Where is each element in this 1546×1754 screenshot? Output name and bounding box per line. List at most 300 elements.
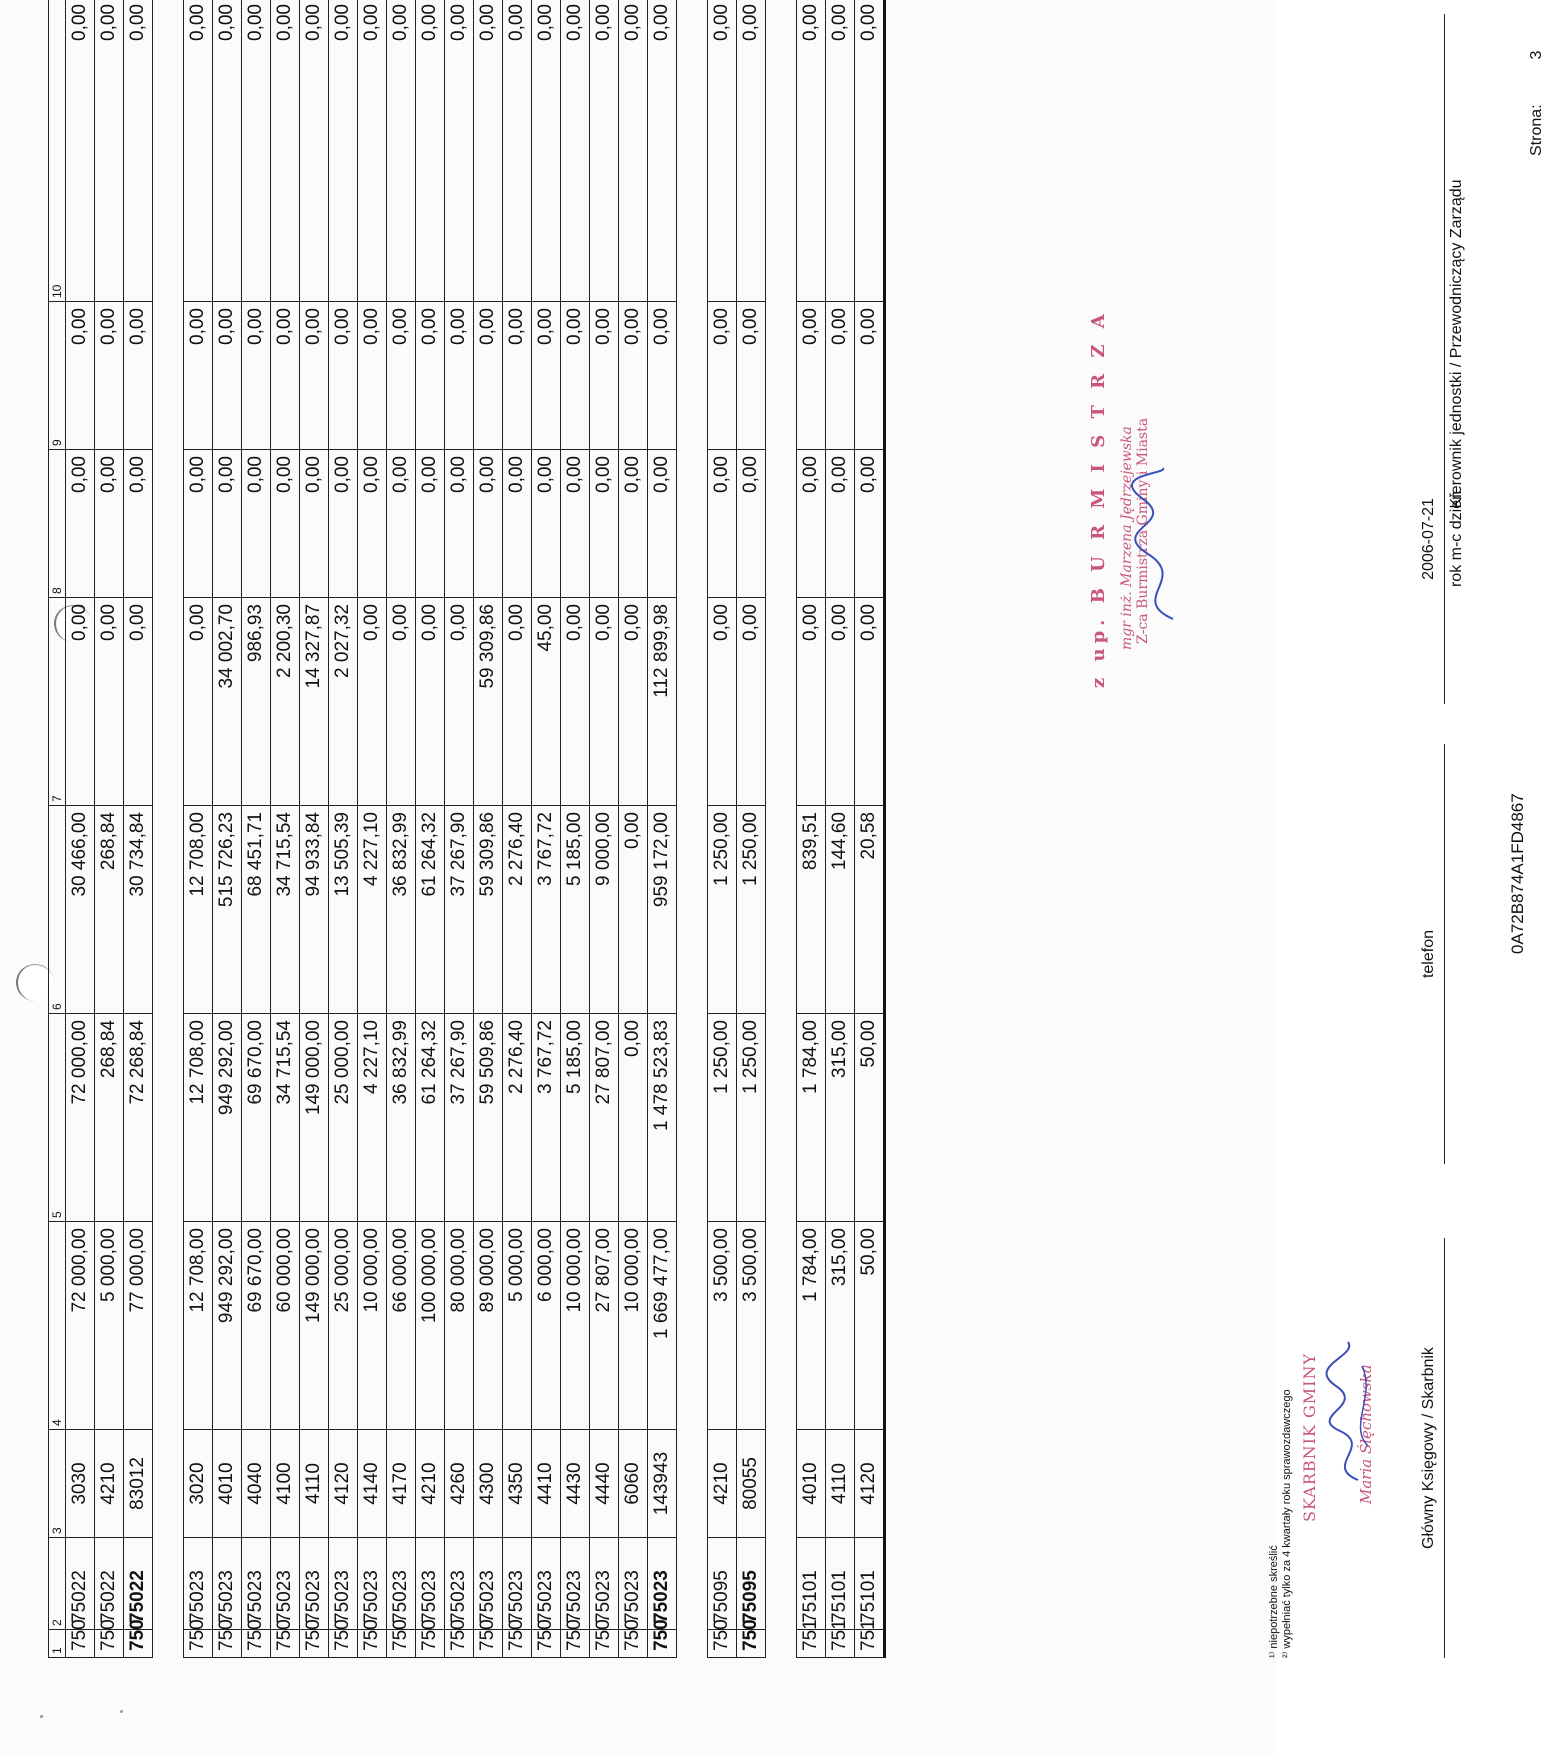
- cell-c9: 0,00: [213, 302, 242, 450]
- cell-c6: 0,00: [619, 806, 648, 1014]
- cell-c6: 59 309,86: [474, 806, 503, 1014]
- cell-c1: 750: [184, 1630, 213, 1658]
- column-number: 10: [49, 0, 66, 302]
- table-row: [213, 0, 242, 1658]
- cell-c2: 75023: [242, 1538, 271, 1630]
- cell-c9: 0,00: [503, 302, 532, 450]
- section-gap: [153, 0, 184, 1658]
- cell-c1: 750: [561, 1630, 590, 1658]
- cell-c5: 36 832,99: [387, 1014, 416, 1222]
- cell-c1: 750: [445, 1630, 474, 1658]
- cell-c10: 0,00: [619, 0, 648, 302]
- cell-c3: 4430: [561, 1430, 590, 1538]
- cell-c8: 0,00: [648, 450, 677, 598]
- cell-c5: 27 807,00: [590, 1014, 619, 1222]
- cell-c2: 75023: [619, 1538, 648, 1630]
- cell-c9: 0,00: [300, 302, 329, 450]
- cell-c5: 1 250,00: [708, 1014, 737, 1222]
- cell-c9: 0,00: [271, 302, 300, 450]
- cell-c8: 0,00: [213, 450, 242, 598]
- cell-c2: 75101: [855, 1538, 885, 1630]
- cell-c8: 0,00: [503, 450, 532, 598]
- cell-c8: 0,00: [826, 450, 855, 598]
- table-row: [561, 0, 590, 1658]
- cell-c7: 0,00: [124, 598, 153, 806]
- cell-c2: 75023: [387, 1538, 416, 1630]
- subtotal-row: [737, 0, 766, 1658]
- table-row: [300, 0, 329, 1658]
- deputy-mayor-stamp-role: Z-ca Burmistrza Gminy i Miasta: [1135, 417, 1151, 644]
- cell-c1: 750: [124, 1630, 153, 1658]
- cell-c7: 2 027,32: [329, 598, 358, 806]
- cell-c7: 0,00: [855, 598, 885, 806]
- cell-c3: 4260: [445, 1430, 474, 1538]
- document-code: 0A72B874A1FD4867: [1508, 793, 1527, 954]
- head-label: Kierownik jednostki / Przewodniczący Zarządu: [1448, 179, 1465, 509]
- cell-c10: 0,00: [590, 0, 619, 302]
- cell-c5: 1 250,00: [737, 1014, 766, 1222]
- column-number: 1: [49, 1630, 66, 1658]
- cell-c10: 0,00: [213, 0, 242, 302]
- cell-c9: 0,00: [648, 302, 677, 450]
- table-row: [445, 0, 474, 1658]
- treasurer-stamp-name: Maria Ślęchowska: [1357, 1364, 1375, 1504]
- table-row: [242, 0, 271, 1658]
- cell-c6: 36 832,99: [387, 806, 416, 1014]
- cell-c2: 75023: [648, 1538, 677, 1630]
- cell-c7: 0,00: [708, 598, 737, 806]
- column-number: 8: [49, 450, 66, 598]
- cell-c5: 34 715,54: [271, 1014, 300, 1222]
- cell-c5: 268,84: [95, 1014, 124, 1222]
- cell-c2: 75023: [532, 1538, 561, 1630]
- cell-c1: 750: [387, 1630, 416, 1658]
- cell-c5: 1 478 523,83: [648, 1014, 677, 1222]
- cell-c2: 75022: [66, 1538, 95, 1630]
- cell-c6: 13 505,39: [329, 806, 358, 1014]
- cell-c7: 0,00: [561, 598, 590, 806]
- page-label: Strona:: [1528, 104, 1545, 156]
- cell-c5: 3 767,72: [532, 1014, 561, 1222]
- cell-c8: 0,00: [271, 450, 300, 598]
- cell-c3: 4440: [590, 1430, 619, 1538]
- cell-c6: 30 734,84: [124, 806, 153, 1014]
- cell-c10: 0,00: [561, 0, 590, 302]
- cell-c4: 3 500,00: [708, 1222, 737, 1430]
- cell-c6: 2 276,40: [503, 806, 532, 1014]
- cell-c3: 80055: [737, 1430, 766, 1538]
- cell-c6: 5 185,00: [561, 806, 590, 1014]
- cell-c1: 750: [95, 1630, 124, 1658]
- cell-c4: 12 708,00: [184, 1222, 213, 1430]
- cell-c10: 0,00: [855, 0, 885, 302]
- footnote-1: ¹⁾ niepotrzebne skreślić: [1268, 1545, 1280, 1658]
- cell-c1: 750: [416, 1630, 445, 1658]
- cell-c10: 0,00: [416, 0, 445, 302]
- cell-c10: 0,00: [329, 0, 358, 302]
- table-row: [95, 0, 124, 1658]
- cell-c9: 0,00: [416, 302, 445, 450]
- cell-c7: 0,00: [590, 598, 619, 806]
- cell-c5: 69 670,00: [242, 1014, 271, 1222]
- table-row: [708, 0, 737, 1658]
- gap-cell: [677, 0, 708, 1658]
- gap-cell: [766, 0, 797, 1658]
- cell-c8: 0,00: [242, 450, 271, 598]
- cell-c4: 77 000,00: [124, 1222, 153, 1430]
- page-number: [1528, 51, 1546, 156]
- cell-c2: 75101: [826, 1538, 855, 1630]
- cell-c8: 0,00: [708, 450, 737, 598]
- cell-c10: 0,00: [300, 0, 329, 302]
- cell-c5: 0,00: [619, 1014, 648, 1222]
- cell-c9: 0,00: [124, 302, 153, 450]
- column-number: 4: [49, 1222, 66, 1430]
- cell-c10: 0,00: [387, 0, 416, 302]
- cell-c3: 4110: [300, 1430, 329, 1538]
- cell-c5: 949 292,00: [213, 1014, 242, 1222]
- cell-c6: 9 000,00: [590, 806, 619, 1014]
- cell-c9: 0,00: [826, 302, 855, 450]
- table-row: [358, 0, 387, 1658]
- cell-c9: 0,00: [619, 302, 648, 450]
- cell-c9: 0,00: [358, 302, 387, 450]
- cell-c1: 750: [358, 1630, 387, 1658]
- cell-c5: 12 708,00: [184, 1014, 213, 1222]
- cell-c7: 0,00: [66, 598, 95, 806]
- cell-c6: 12 708,00: [184, 806, 213, 1014]
- cell-c3: 4120: [855, 1430, 885, 1538]
- cell-c2: 75023: [213, 1538, 242, 1630]
- cell-c2: 75022: [95, 1538, 124, 1630]
- cell-c3: 6060: [619, 1430, 648, 1538]
- cell-c10: 0,00: [708, 0, 737, 302]
- cell-c5: 61 264,32: [416, 1014, 445, 1222]
- cell-c6: 61 264,32: [416, 806, 445, 1014]
- cell-c3: 4210: [416, 1430, 445, 1538]
- cell-c2: 75023: [271, 1538, 300, 1630]
- cell-c10: 0,00: [271, 0, 300, 302]
- cell-c5: 315,00: [826, 1014, 855, 1222]
- cell-c8: 0,00: [445, 450, 474, 598]
- subtotal-row: [648, 0, 677, 1658]
- cell-c9: 0,00: [737, 302, 766, 450]
- page-value: 3: [1528, 50, 1545, 60]
- cell-c8: 0,00: [532, 450, 561, 598]
- cell-c4: 89 000,00: [474, 1222, 503, 1430]
- cell-c1: 750: [474, 1630, 503, 1658]
- cell-c5: 5 185,00: [561, 1014, 590, 1222]
- cell-c7: 2 200,30: [271, 598, 300, 806]
- cell-c9: 0,00: [561, 302, 590, 450]
- cell-c7: 45,00: [532, 598, 561, 806]
- cell-c6: 4 227,10: [358, 806, 387, 1014]
- cell-c10: 0,00: [358, 0, 387, 302]
- cell-c7: 0,00: [737, 598, 766, 806]
- cell-c6: 30 466,00: [66, 806, 95, 1014]
- cell-c4: 6 000,00: [532, 1222, 561, 1430]
- cell-c6: 1 250,00: [737, 806, 766, 1014]
- cell-c8: 0,00: [329, 450, 358, 598]
- cell-c4: 149 000,00: [300, 1222, 329, 1430]
- cell-c8: 0,00: [561, 450, 590, 598]
- cell-c6: 268,84: [95, 806, 124, 1014]
- cell-c10: 0,00: [95, 0, 124, 302]
- column-number-row: [49, 0, 66, 1658]
- cell-c4: 66 000,00: [387, 1222, 416, 1430]
- chief-accountant-label: Główny Księgowy / Skarbnik: [1420, 1347, 1437, 1549]
- cell-c5: 72 268,84: [124, 1014, 153, 1222]
- cell-c10: 0,00: [826, 0, 855, 302]
- cell-c2: 75095: [737, 1538, 766, 1630]
- cell-c1: 750: [737, 1630, 766, 1658]
- cell-c5: 149 000,00: [300, 1014, 329, 1222]
- cell-c9: 0,00: [708, 302, 737, 450]
- cell-c4: 10 000,00: [619, 1222, 648, 1430]
- cell-c5: 25 000,00: [329, 1014, 358, 1222]
- cell-c1: 750: [66, 1630, 95, 1658]
- cell-c2: 75023: [300, 1538, 329, 1630]
- cell-c5: 50,00: [855, 1014, 885, 1222]
- cell-c7: 986,93: [242, 598, 271, 806]
- cell-c2: 75023: [474, 1538, 503, 1630]
- cell-c8: 0,00: [95, 450, 124, 598]
- cell-c9: 0,00: [387, 302, 416, 450]
- column-number: 7: [49, 598, 66, 806]
- cell-c4: 60 000,00: [271, 1222, 300, 1430]
- table-row: [503, 0, 532, 1658]
- cell-c6: 144,60: [826, 806, 855, 1014]
- cell-c1: 750: [590, 1630, 619, 1658]
- cell-c8: 0,00: [590, 450, 619, 598]
- table-row: [474, 0, 503, 1658]
- cell-c1: 750: [708, 1630, 737, 1658]
- cell-c2: 75101: [797, 1538, 826, 1630]
- cell-c6: 3 767,72: [532, 806, 561, 1014]
- cell-c5: 1 784,00: [797, 1014, 826, 1222]
- cell-c6: 34 715,54: [271, 806, 300, 1014]
- column-number: 3: [49, 1430, 66, 1538]
- cell-c4: 72 000,00: [66, 1222, 95, 1430]
- cell-c2: 75023: [416, 1538, 445, 1630]
- cell-c4: 315,00: [826, 1222, 855, 1430]
- cell-c4: 69 670,00: [242, 1222, 271, 1430]
- cell-c6: 959 172,00: [648, 806, 677, 1014]
- table-row: [66, 0, 95, 1658]
- cell-c2: 75023: [503, 1538, 532, 1630]
- table-row: [826, 0, 855, 1658]
- cell-c5: 72 000,00: [66, 1014, 95, 1222]
- cell-c6: 1 250,00: [708, 806, 737, 1014]
- cell-c4: 25 000,00: [329, 1222, 358, 1430]
- table-row: [329, 0, 358, 1658]
- cell-c2: 75095: [708, 1538, 737, 1630]
- cell-c9: 0,00: [445, 302, 474, 450]
- cell-c3: 4170: [387, 1430, 416, 1538]
- cell-c1: 750: [329, 1630, 358, 1658]
- cell-c7: 0,00: [797, 598, 826, 806]
- expenditure-table: [48, 0, 886, 1658]
- cell-c3: 83012: [124, 1430, 153, 1538]
- cell-c10: 0,00: [124, 0, 153, 302]
- column-number: 9: [49, 302, 66, 450]
- table-row: [416, 0, 445, 1658]
- cell-c2: 75023: [358, 1538, 387, 1630]
- cell-c8: 0,00: [797, 450, 826, 598]
- cell-c4: 10 000,00: [561, 1222, 590, 1430]
- cell-c7: 0,00: [826, 598, 855, 806]
- cell-c3: 4010: [213, 1430, 242, 1538]
- cell-c7: 0,00: [619, 598, 648, 806]
- cell-c8: 0,00: [619, 450, 648, 598]
- cell-c4: 5 000,00: [95, 1222, 124, 1430]
- report-date: 2006-07-21: [1420, 498, 1437, 580]
- phone-label: telefon: [1420, 929, 1437, 979]
- deputy-mayor-stamp-name: mgr inż. Marzena Jędrzejewska: [1119, 426, 1135, 650]
- chief-accountant-line: [1444, 1238, 1445, 1658]
- cell-c10: 0,00: [445, 0, 474, 302]
- cell-c8: 0,00: [300, 450, 329, 598]
- table-row: [387, 0, 416, 1658]
- cell-c9: 0,00: [474, 302, 503, 450]
- cell-c8: 0,00: [66, 450, 95, 598]
- cell-c7: 34 002,70: [213, 598, 242, 806]
- table-row: [184, 0, 213, 1658]
- cell-c4: 100 000,00: [416, 1222, 445, 1430]
- cell-c9: 0,00: [66, 302, 95, 450]
- cell-c7: 112 899,98: [648, 598, 677, 806]
- cell-c9: 0,00: [184, 302, 213, 450]
- cell-c4: 949 292,00: [213, 1222, 242, 1430]
- treasurer-stamp-title: SKARBNIK GMINY: [1300, 1352, 1319, 1522]
- cell-c6: 94 933,84: [300, 806, 329, 1014]
- table-row: [590, 0, 619, 1658]
- cell-c3: 4350: [503, 1430, 532, 1538]
- cell-c5: 59 509,86: [474, 1014, 503, 1222]
- cell-c9: 0,00: [95, 302, 124, 450]
- cell-c7: 0,00: [445, 598, 474, 806]
- cell-c1: 750: [242, 1630, 271, 1658]
- cell-c6: 839,51: [797, 806, 826, 1014]
- cell-c1: 750: [300, 1630, 329, 1658]
- cell-c7: 0,00: [503, 598, 532, 806]
- cell-c1: 751: [797, 1630, 826, 1658]
- cell-c2: 75022: [124, 1538, 153, 1630]
- cell-c4: 3 500,00: [737, 1222, 766, 1430]
- cell-c3: 143943: [648, 1430, 677, 1538]
- date-format-label: rok m-c dzień: [1448, 490, 1465, 588]
- cell-c2: 75023: [590, 1538, 619, 1630]
- cell-c3: 4100: [271, 1430, 300, 1538]
- cell-c7: 0,00: [184, 598, 213, 806]
- cell-c8: 0,00: [474, 450, 503, 598]
- cell-c8: 0,00: [416, 450, 445, 598]
- cell-c10: 0,00: [648, 0, 677, 302]
- cell-c4: 1 784,00: [797, 1222, 826, 1430]
- cell-c5: 2 276,40: [503, 1014, 532, 1222]
- cell-c5: 37 267,90: [445, 1014, 474, 1222]
- cell-c6: 20,58: [855, 806, 885, 1014]
- cell-c10: 0,00: [474, 0, 503, 302]
- column-number: 2: [49, 1538, 66, 1630]
- cell-c1: 750: [532, 1630, 561, 1658]
- cell-c3: 4300: [474, 1430, 503, 1538]
- table-row: [619, 0, 648, 1658]
- cell-c1: 751: [855, 1630, 885, 1658]
- cell-c3: 3020: [184, 1430, 213, 1538]
- cell-c7: 14 327,87: [300, 598, 329, 806]
- deputy-mayor-signature: [1128, 464, 1188, 624]
- table-row: [855, 0, 885, 1658]
- section-gap: [677, 0, 708, 1658]
- cell-c7: 0,00: [358, 598, 387, 806]
- cell-c1: 750: [503, 1630, 532, 1658]
- deputy-mayor-stamp-title: z up. B U R M I S T R Z A: [1088, 309, 1109, 688]
- table-row: [797, 0, 826, 1658]
- cell-c9: 0,00: [532, 302, 561, 450]
- cell-c3: 4040: [242, 1430, 271, 1538]
- cell-c10: 0,00: [184, 0, 213, 302]
- cell-c10: 0,00: [737, 0, 766, 302]
- cell-c7: 0,00: [416, 598, 445, 806]
- cell-c3: 4010: [797, 1430, 826, 1538]
- cell-c3: 4210: [708, 1430, 737, 1538]
- cell-c10: 0,00: [242, 0, 271, 302]
- cell-c1: 750: [213, 1630, 242, 1658]
- cell-c8: 0,00: [184, 450, 213, 598]
- cell-c5: 4 227,10: [358, 1014, 387, 1222]
- cell-c4: 50,00: [855, 1222, 885, 1430]
- cell-c9: 0,00: [329, 302, 358, 450]
- cell-c2: 75023: [445, 1538, 474, 1630]
- cell-c6: 37 267,90: [445, 806, 474, 1014]
- gap-cell: [153, 0, 184, 1658]
- column-number: 6: [49, 806, 66, 1014]
- cell-c7: 59 309,86: [474, 598, 503, 806]
- phone-line: [1444, 744, 1445, 1164]
- table-row: [271, 0, 300, 1658]
- cell-c2: 75023: [184, 1538, 213, 1630]
- subtotal-row: [124, 0, 153, 1658]
- cell-c7: 0,00: [95, 598, 124, 806]
- section-gap: [766, 0, 797, 1658]
- footnotes: [1268, 1389, 1294, 1658]
- cell-c4: 5 000,00: [503, 1222, 532, 1430]
- cell-c6: 515 726,23: [213, 806, 242, 1014]
- cell-c10: 0,00: [66, 0, 95, 302]
- head-signature-line: [1444, 14, 1445, 674]
- treasurer-signature: [1318, 1336, 1378, 1486]
- cell-c1: 750: [619, 1630, 648, 1658]
- cell-c8: 0,00: [387, 450, 416, 598]
- cell-c8: 0,00: [124, 450, 153, 598]
- cell-c8: 0,00: [855, 450, 885, 598]
- cell-c1: 750: [271, 1630, 300, 1658]
- cell-c3: 4210: [95, 1430, 124, 1538]
- cell-c2: 75023: [329, 1538, 358, 1630]
- cell-c10: 0,00: [532, 0, 561, 302]
- cell-c4: 27 807,00: [590, 1222, 619, 1430]
- cell-c8: 0,00: [737, 450, 766, 598]
- cell-c4: 80 000,00: [445, 1222, 474, 1430]
- cell-c4: 10 000,00: [358, 1222, 387, 1430]
- cell-c3: 4120: [329, 1430, 358, 1538]
- cell-c9: 0,00: [855, 302, 885, 450]
- cell-c10: 0,00: [503, 0, 532, 302]
- footnote-2: ²⁾ wypełniać tylko za 4 kwartały roku sprawozdawczego: [1281, 1389, 1293, 1658]
- cell-c7: 0,00: [387, 598, 416, 806]
- cell-c3: 4110: [826, 1430, 855, 1538]
